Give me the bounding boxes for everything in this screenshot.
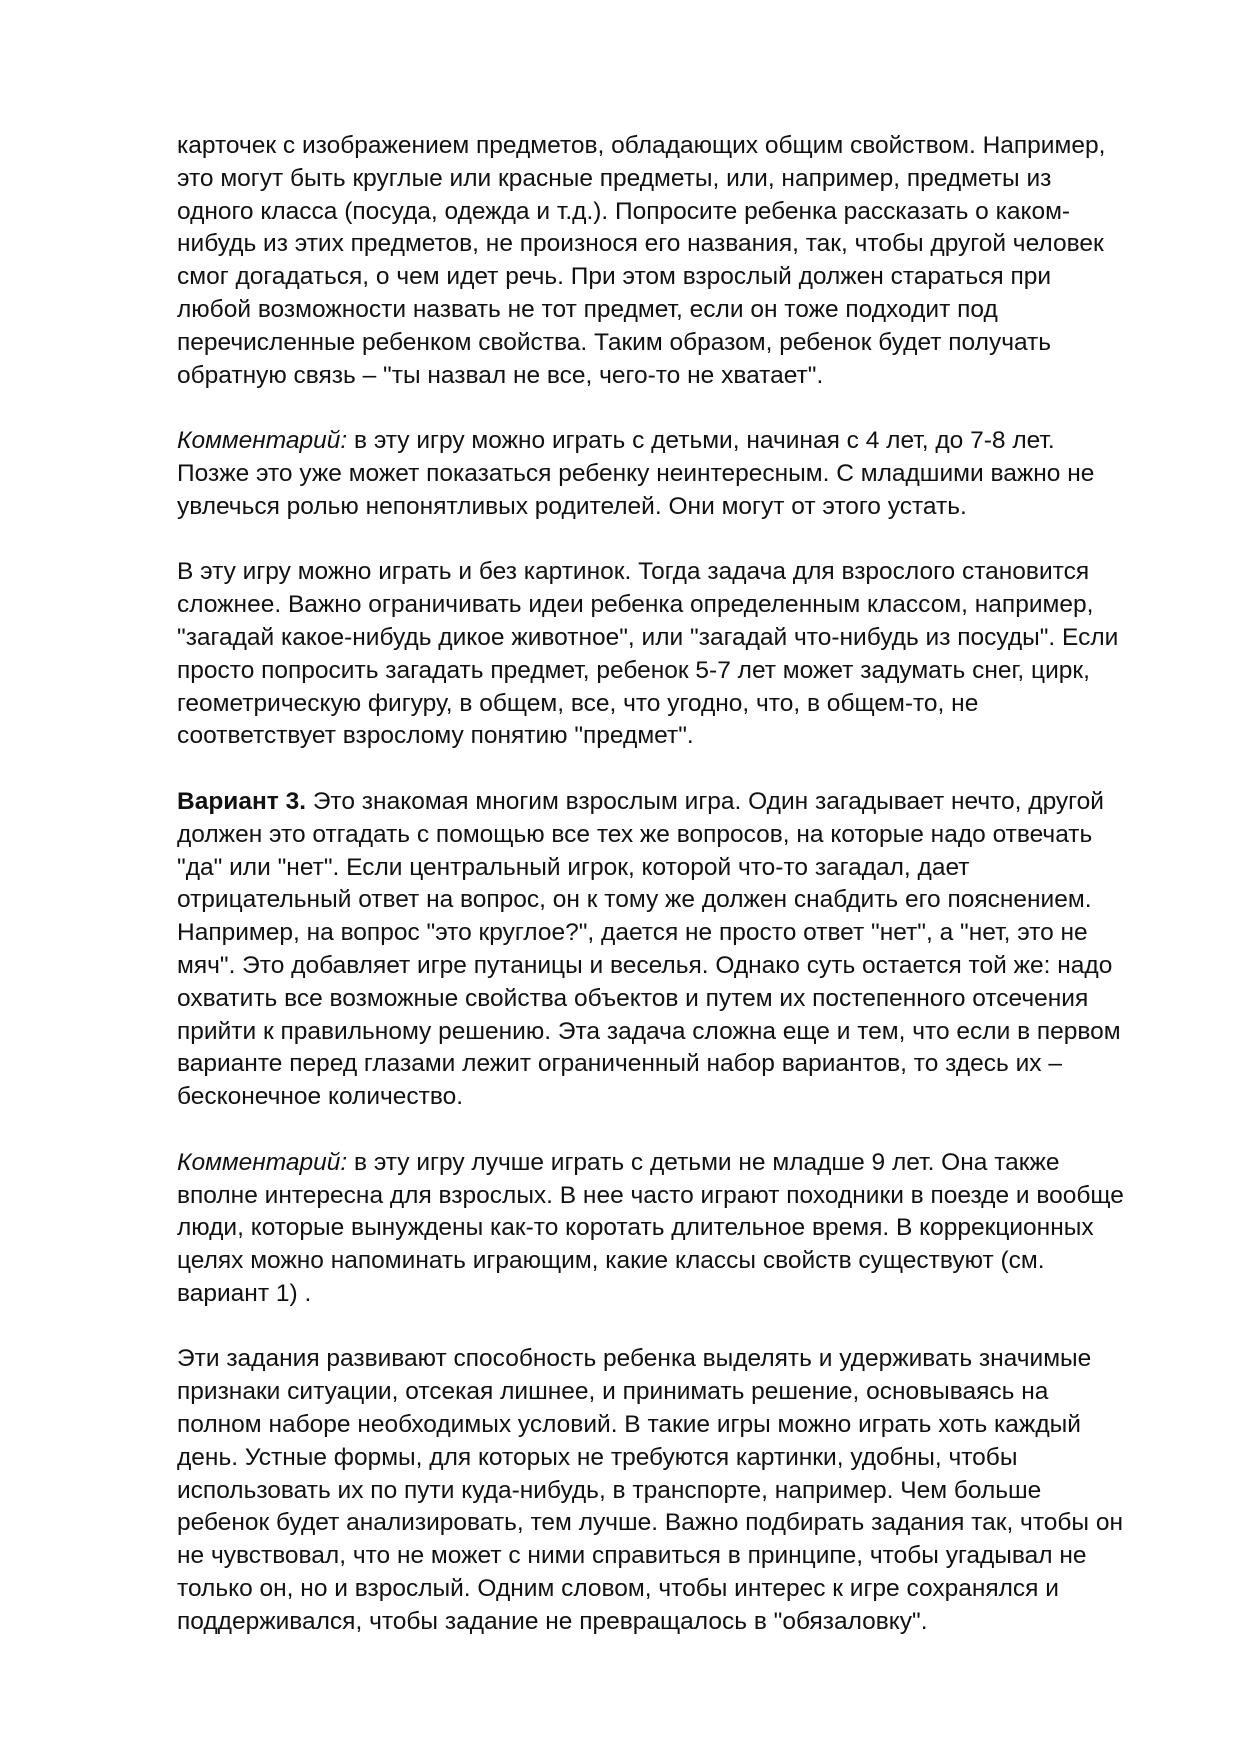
text-line: Например, на вопрос "это круглое?", дается не просто ответ "нет", а "нет, это не: [177, 919, 1088, 947]
text-line: прийти к правильному решению. Эта задача сложна еще и тем, что если в первом: [177, 1017, 1121, 1045]
paragraph-without-pictures: [177, 556, 1167, 753]
paragraph-comment-1: [177, 425, 1167, 523]
text-line: только он, но и взрослый. Одним словом, чтобы интерес к игре сохранялся и: [177, 1575, 1059, 1603]
text-segment: Это знакомая многим взрослым игра. Один загадывает нечто, другой: [306, 787, 1104, 815]
text-line: вариант 1) .: [177, 1279, 312, 1307]
text-line: ребенок будет анализировать, тем лучше. Важно подбирать задания так, чтобы он: [177, 1509, 1124, 1537]
paragraph-cards-description: [177, 130, 1167, 392]
document-page: [177, 130, 1167, 1671]
text-line: должен это отгадать с помощью все тех же вопросов, на которые надо отвечать: [177, 820, 1093, 848]
text-line: геометрическую фигуру, в общем, все, что угодно, что, в общем-то, не: [177, 689, 979, 717]
text-line: просто попросить загадать предмет, ребенок 5-7 лет может задумать снег, цирк,: [177, 656, 1090, 684]
text-line: увлечься ролью непонятливых родителей. Они могут от этого устать.: [177, 492, 967, 520]
text-line: соответствует взрослому понятию "предмет".: [177, 722, 694, 750]
text-line: обратную связь – "ты назвал не все, чего-то не хватает".: [177, 361, 824, 389]
text-line: охватить все возможные свойства объектов и путем их постепенного отсечения: [177, 984, 1089, 1012]
text-line: карточек с изображением предметов, обладающих общим свойством. Например,: [177, 132, 1106, 159]
text-line: варианте перед глазами лежит ограниченный набор вариантов, то здесь их –: [177, 1050, 1062, 1078]
text-line: мяч". Это добавляет игре путаницы и веселья. Однако суть остается той же: надо: [177, 951, 1113, 979]
comment-label: Комментарий:: [177, 427, 348, 455]
text-line: нибудь из этих предметов, не произнося его названия, так, чтобы другой человек: [177, 230, 1104, 258]
text-line: смог догадаться, о чем идет речь. При этом взрослый должен стараться при: [177, 263, 1052, 291]
text-line: сложнее. Важно ограничивать идеи ребенка определенным классом, например,: [177, 591, 1094, 619]
comment-label: Комментарий:: [177, 1148, 348, 1176]
text-line: целях можно напоминать играющим, какие классы свойств существуют (см.: [177, 1247, 1045, 1275]
paragraph-variant-3: [177, 786, 1167, 1114]
text-line: не чувствовал, что не может с ними справиться в принципе, чтобы угадывал не: [177, 1542, 1087, 1570]
text-line: день. Устные формы, для которых не требуются картинки, удобны, чтобы: [177, 1443, 1018, 1471]
text-line: признаки ситуации, отсекая лишнее, и принимать решение, основываясь на: [177, 1378, 1049, 1406]
variant-label: Вариант 3.: [177, 787, 307, 815]
text-line: люди, которые вынуждены как-то коротать длительное время. В коррекционных: [177, 1214, 1094, 1242]
text-segment: в эту игру можно играть с детьми, начиная с 4 лет, до 7-8 лет.: [347, 427, 1055, 455]
text-line: Эти задания развивают способность ребенка выделять и удерживать значимые: [177, 1345, 1092, 1373]
text-segment: в эту игру лучше играть с детьми не младше 9 лет. Она также: [347, 1148, 1060, 1176]
text-line: [177, 425, 1167, 458]
text-line: одного класса (посуда, одежда и т.д.). Попросите ребенка рассказать о каком-: [177, 197, 1071, 225]
text-line: [177, 1147, 1167, 1180]
text-line: поддерживался, чтобы задание не превращалось в "обязаловку".: [177, 1607, 928, 1635]
text-line: [177, 786, 1167, 819]
text-line: отрицательный ответ на вопрос, он к тому же должен снабдить его пояснением.: [177, 886, 1092, 914]
text-line: использовать их по пути куда-нибудь, в транспорте, например. Чем больше: [177, 1476, 1042, 1504]
text-line: В эту игру можно играть и без картинок. Тогда задача для взрослого становится: [177, 558, 1090, 586]
text-line: Позже это уже может показаться ребенку неинтересным. С младшими важно не: [177, 459, 1095, 487]
text-line: полном наборе необходимых условий. В такие игры можно играть хоть каждый: [177, 1411, 1081, 1439]
text-line: это могут быть круглые или красные предметы, или, например, предметы из: [177, 164, 1052, 192]
text-line: любой возможности назвать не тот предмет, если он тоже подходит под: [177, 295, 998, 323]
text-line: бесконечное количество.: [177, 1083, 464, 1111]
text-line: "загадай какое-нибудь дикое животное", или "загадай что-нибудь из посуды". Если: [177, 623, 1119, 651]
text-line: "да" или "нет". Если центральный игрок, которой что-то загадал, дает: [177, 853, 970, 881]
paragraph-comment-2: [177, 1147, 1167, 1311]
paragraph-conclusion: [177, 1343, 1167, 1638]
text-line: перечисленные ребенком свойства. Таким образом, ребенок будет получать: [177, 328, 1052, 356]
text-line: вполне интересна для взрослых. В нее часто играют походники в поезде и вообще: [177, 1181, 1124, 1209]
